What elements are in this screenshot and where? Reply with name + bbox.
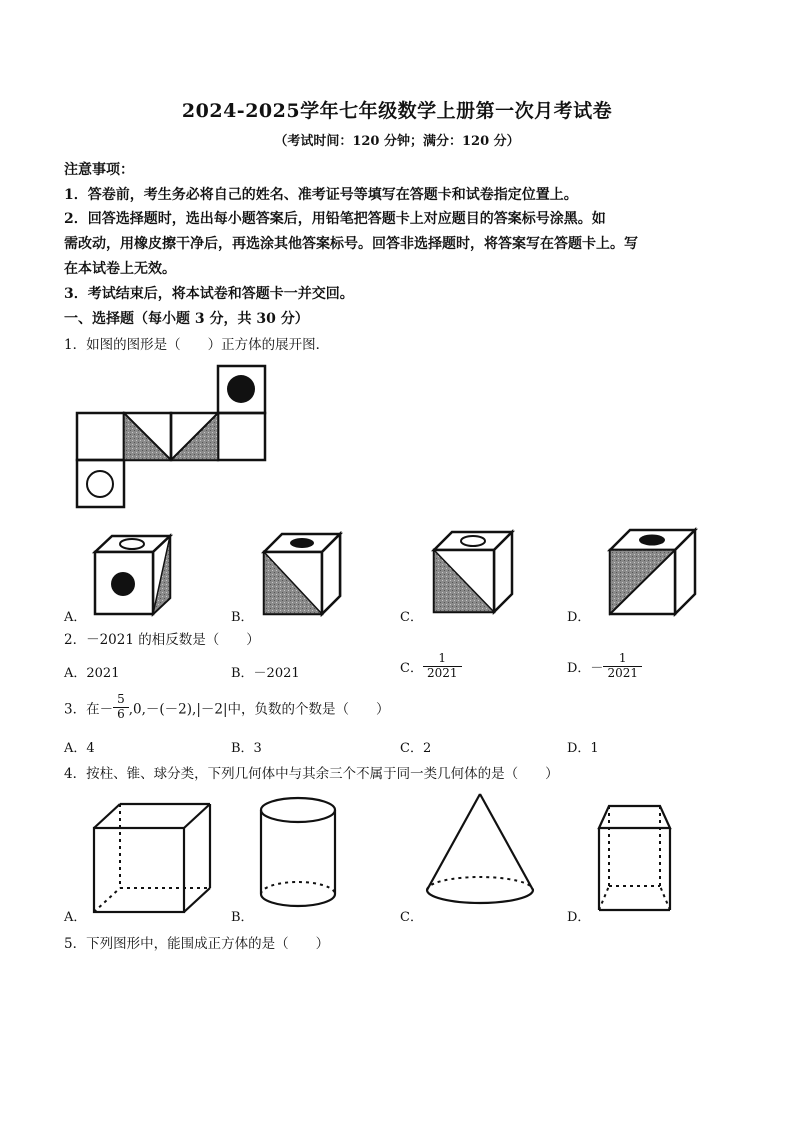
q2-option-d (567, 652, 642, 681)
q2-option-d-fraction (603, 652, 642, 681)
notice-item-3: 3．考试结束后，将本试卷和答题卡一并交回。 (64, 286, 354, 302)
q2-option-c-fraction (423, 652, 462, 681)
frustum-prism-figure (594, 800, 684, 920)
question-1-stem: 1．如图的图形是（ ）正方体的展开图． (64, 337, 330, 353)
cube-solid-figure (88, 800, 218, 900)
q2-option-d-numerator: 1 (603, 652, 642, 667)
cube-option-c (430, 528, 540, 618)
q2-option-d-label: D．－ (567, 660, 604, 676)
cone-figure (422, 790, 542, 910)
question-4-stem: 4．按柱、锥、球分类，下列几何体中与其余三个不属于同一类几何体的是（ ） (64, 766, 559, 782)
exam-subtitle: （考试时间：120 分钟；满分：120 分） (274, 134, 520, 149)
exam-title: 2024-2025学年七年级数学上册第一次月考试卷 (181, 100, 613, 122)
q4-option-d-label: D． (567, 910, 591, 925)
notice-item-2-line-3: 在本试卷上无效。 (64, 261, 176, 277)
cube-option-d (606, 526, 716, 621)
q4-option-a-label: A． (64, 910, 87, 925)
notice-item-2-line-2: 需改动，用橡皮擦干净后，再选涂其他答案标号。回答非选择题时，将答案写在答题卡上。写 (64, 236, 638, 252)
q1-option-c-label: C． (400, 610, 423, 625)
cube-option-b (260, 530, 370, 620)
q3-fraction (113, 693, 129, 722)
q4-option-c-label: C． (400, 910, 423, 925)
q2-option-c-label: C． (400, 660, 423, 676)
q1-option-a-label: A． (64, 610, 87, 625)
q1-option-d-label: D． (567, 610, 591, 625)
question-5-stem: 5．下列图形中，能围成正方体的是（ ） (64, 936, 330, 952)
question-3-stem (64, 693, 390, 722)
section-heading: 一、选择题（每小题 3 分，共 30 分） (64, 311, 309, 327)
q3-option-b: B．3 (231, 741, 262, 756)
q2-option-a: A．2021 (64, 666, 120, 681)
q3-option-c: C．2 (400, 741, 432, 756)
q3-option-a: A．4 (64, 741, 95, 756)
notice-heading: 注意事项： (64, 162, 134, 178)
q2-option-c-denominator: 2021 (426, 665, 458, 680)
q2-option-c (400, 652, 462, 681)
notice-item-1: 1．答卷前，考生务必将自己的姓名、准考证号等填写在答题卡和试卷指定位置上。 (64, 187, 578, 203)
q4-option-b-label: B． (231, 910, 254, 925)
question-2-stem: 2．－2021 的相反数是（ ） (64, 632, 260, 648)
q3-option-d: D．1 (567, 741, 599, 756)
cylinder-figure (256, 792, 346, 912)
q2-option-b: B．－2021 (231, 666, 300, 681)
cube-option-a (90, 532, 200, 622)
q2-option-d-denominator: 2021 (607, 665, 638, 680)
notice-item-2-line-1: 2．回答选择题时，选出每小题答案后，用铅笔把答题卡上对应题目的答案标号涂黑。如 (64, 211, 606, 227)
q3-fraction-numerator: 5 (113, 693, 129, 708)
q3-stem-prefix: 3．在－ (64, 701, 114, 718)
q3-fraction-denominator: 6 (117, 706, 125, 721)
q2-option-c-numerator: 1 (423, 652, 462, 667)
q3-stem-suffix: ,0,－(－2),|－2|中，负数的个数是（ ） (128, 701, 390, 718)
q1-option-b-label: B． (231, 610, 254, 625)
